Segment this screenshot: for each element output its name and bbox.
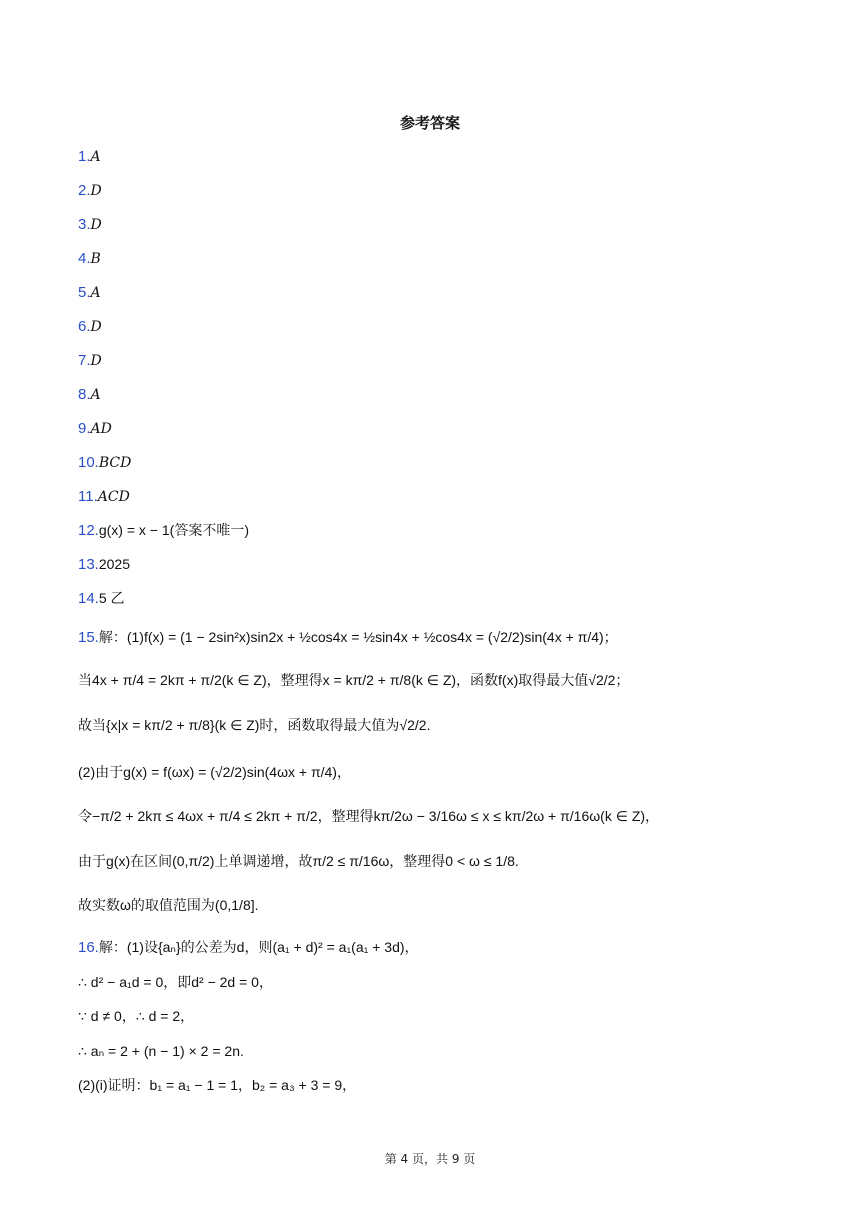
q16-line-text: (2)(i)证明：b₁ = a₁ − 1 = 1，b₂ = a₃ + 3 = 9， <box>78 1077 357 1093</box>
answer-item <box>78 283 101 303</box>
answer-number: 5. <box>78 284 91 301</box>
q15-line <box>78 762 351 783</box>
answer-text: D <box>90 183 102 199</box>
answer-text: 5 乙 <box>98 590 125 606</box>
q15-line-text: 由于g(x)在区间(0,π/2)上单调递增，故π/2 ≤ π/16ω，整理得0 < ω ≤ 1/8. <box>78 853 519 869</box>
answer-item <box>78 147 101 167</box>
answer-number: 14. <box>78 590 99 607</box>
answer-item <box>78 215 102 235</box>
page-footer: 第 4 页，共 9 页 <box>384 1152 476 1166</box>
answer-text: 2025 <box>98 556 131 572</box>
q16-line <box>78 1041 244 1062</box>
answer-text: D <box>90 353 102 369</box>
answer-number: 7. <box>78 352 91 369</box>
answer-text: A <box>90 149 101 165</box>
q16-line-text: 解：(1)设{aₙ}的公差为d，则(a₁ + d)² = a₁(a₁ + 3d)， <box>98 939 419 955</box>
answer-item <box>78 419 112 439</box>
q16-line <box>78 937 419 958</box>
answer-text: g(x) = x − 1(答案不唯一) <box>98 522 249 538</box>
answer-text: BCD <box>98 455 132 471</box>
q16-line <box>78 1006 194 1027</box>
answer-item <box>78 487 130 507</box>
answer-number: 8. <box>78 386 91 403</box>
answer-text: ACD <box>97 489 130 505</box>
answer-number: 9. <box>78 420 91 437</box>
q15-line-text: 令−π/2 + 2kπ ≤ 4ωx + π/4 ≤ 2kπ + π/2，整理得kπ/2ω − 3/16ω ≤ x ≤ kπ/2ω + π/16ω(k ∈ Z)， <box>78 808 660 824</box>
answer-text: A <box>90 285 101 301</box>
q15-line <box>78 670 629 691</box>
answer-item <box>78 588 125 609</box>
answer-item <box>78 181 102 201</box>
page-title: 参考答案 <box>399 114 460 132</box>
answer-number: 13. <box>78 556 99 573</box>
q15-line <box>78 806 659 827</box>
answer-number: 11. <box>78 488 98 505</box>
answer-item <box>78 385 101 405</box>
answer-text: A <box>90 387 101 403</box>
q15-number: 15. <box>78 629 99 646</box>
q15-line <box>78 895 259 916</box>
q15-line <box>78 627 618 648</box>
answer-number: 2. <box>78 182 91 199</box>
q15-line-text: 当4x + π/4 = 2kπ + π/2(k ∈ Z)，整理得x = kπ/2 + π/8(k ∈ Z)，函数f(x)取得最大值√2/2； <box>78 672 630 688</box>
answer-item <box>78 317 102 337</box>
q15-line-text: (2)由于g(x) = f(ωx) = (√2/2)sin(4ωx + π/4)， <box>78 764 351 780</box>
answer-item <box>78 554 130 575</box>
answer-number: 4. <box>78 250 91 267</box>
q15-line-text: 故实数ω的取值范围为(0,1/8]. <box>78 897 259 913</box>
answer-text: D <box>90 217 102 233</box>
q15-line <box>78 851 519 872</box>
answer-item <box>78 453 131 473</box>
answer-number: 6. <box>78 318 91 335</box>
q15-line-text: 解：(1)f(x) = (1 − 2sin²x)sin2x + ½cos4x = ½sin4x + ½cos4x = (√2/2)sin(4x + π/4)； <box>98 629 618 645</box>
answer-text: AD <box>90 421 112 437</box>
answer-number: 3. <box>78 216 91 233</box>
answer-text: D <box>90 319 102 335</box>
q16-line <box>78 1075 356 1096</box>
answer-number: 12. <box>78 522 99 539</box>
q15-line-text: 故当{x|x = kπ/2 + π/8}(k ∈ Z)时，函数取得最大值为√2/2. <box>78 717 431 733</box>
answer-number: 10. <box>78 454 99 471</box>
q16-line-text: ∴ aₙ = 2 + (n − 1) × 2 = 2n. <box>78 1043 244 1059</box>
answer-item <box>78 351 102 371</box>
answer-item <box>78 249 101 269</box>
q15-line <box>78 715 430 736</box>
q16-line <box>78 972 273 993</box>
answer-text: B <box>90 251 101 267</box>
q16-line-text: ∴ d² − a₁d = 0，即d² − 2d = 0， <box>78 974 273 990</box>
answer-number: 1. <box>78 148 91 165</box>
q16-line-text: ∵ d ≠ 0，∴ d = 2， <box>78 1008 195 1024</box>
q16-number: 16. <box>78 939 99 956</box>
answer-item <box>78 520 249 541</box>
